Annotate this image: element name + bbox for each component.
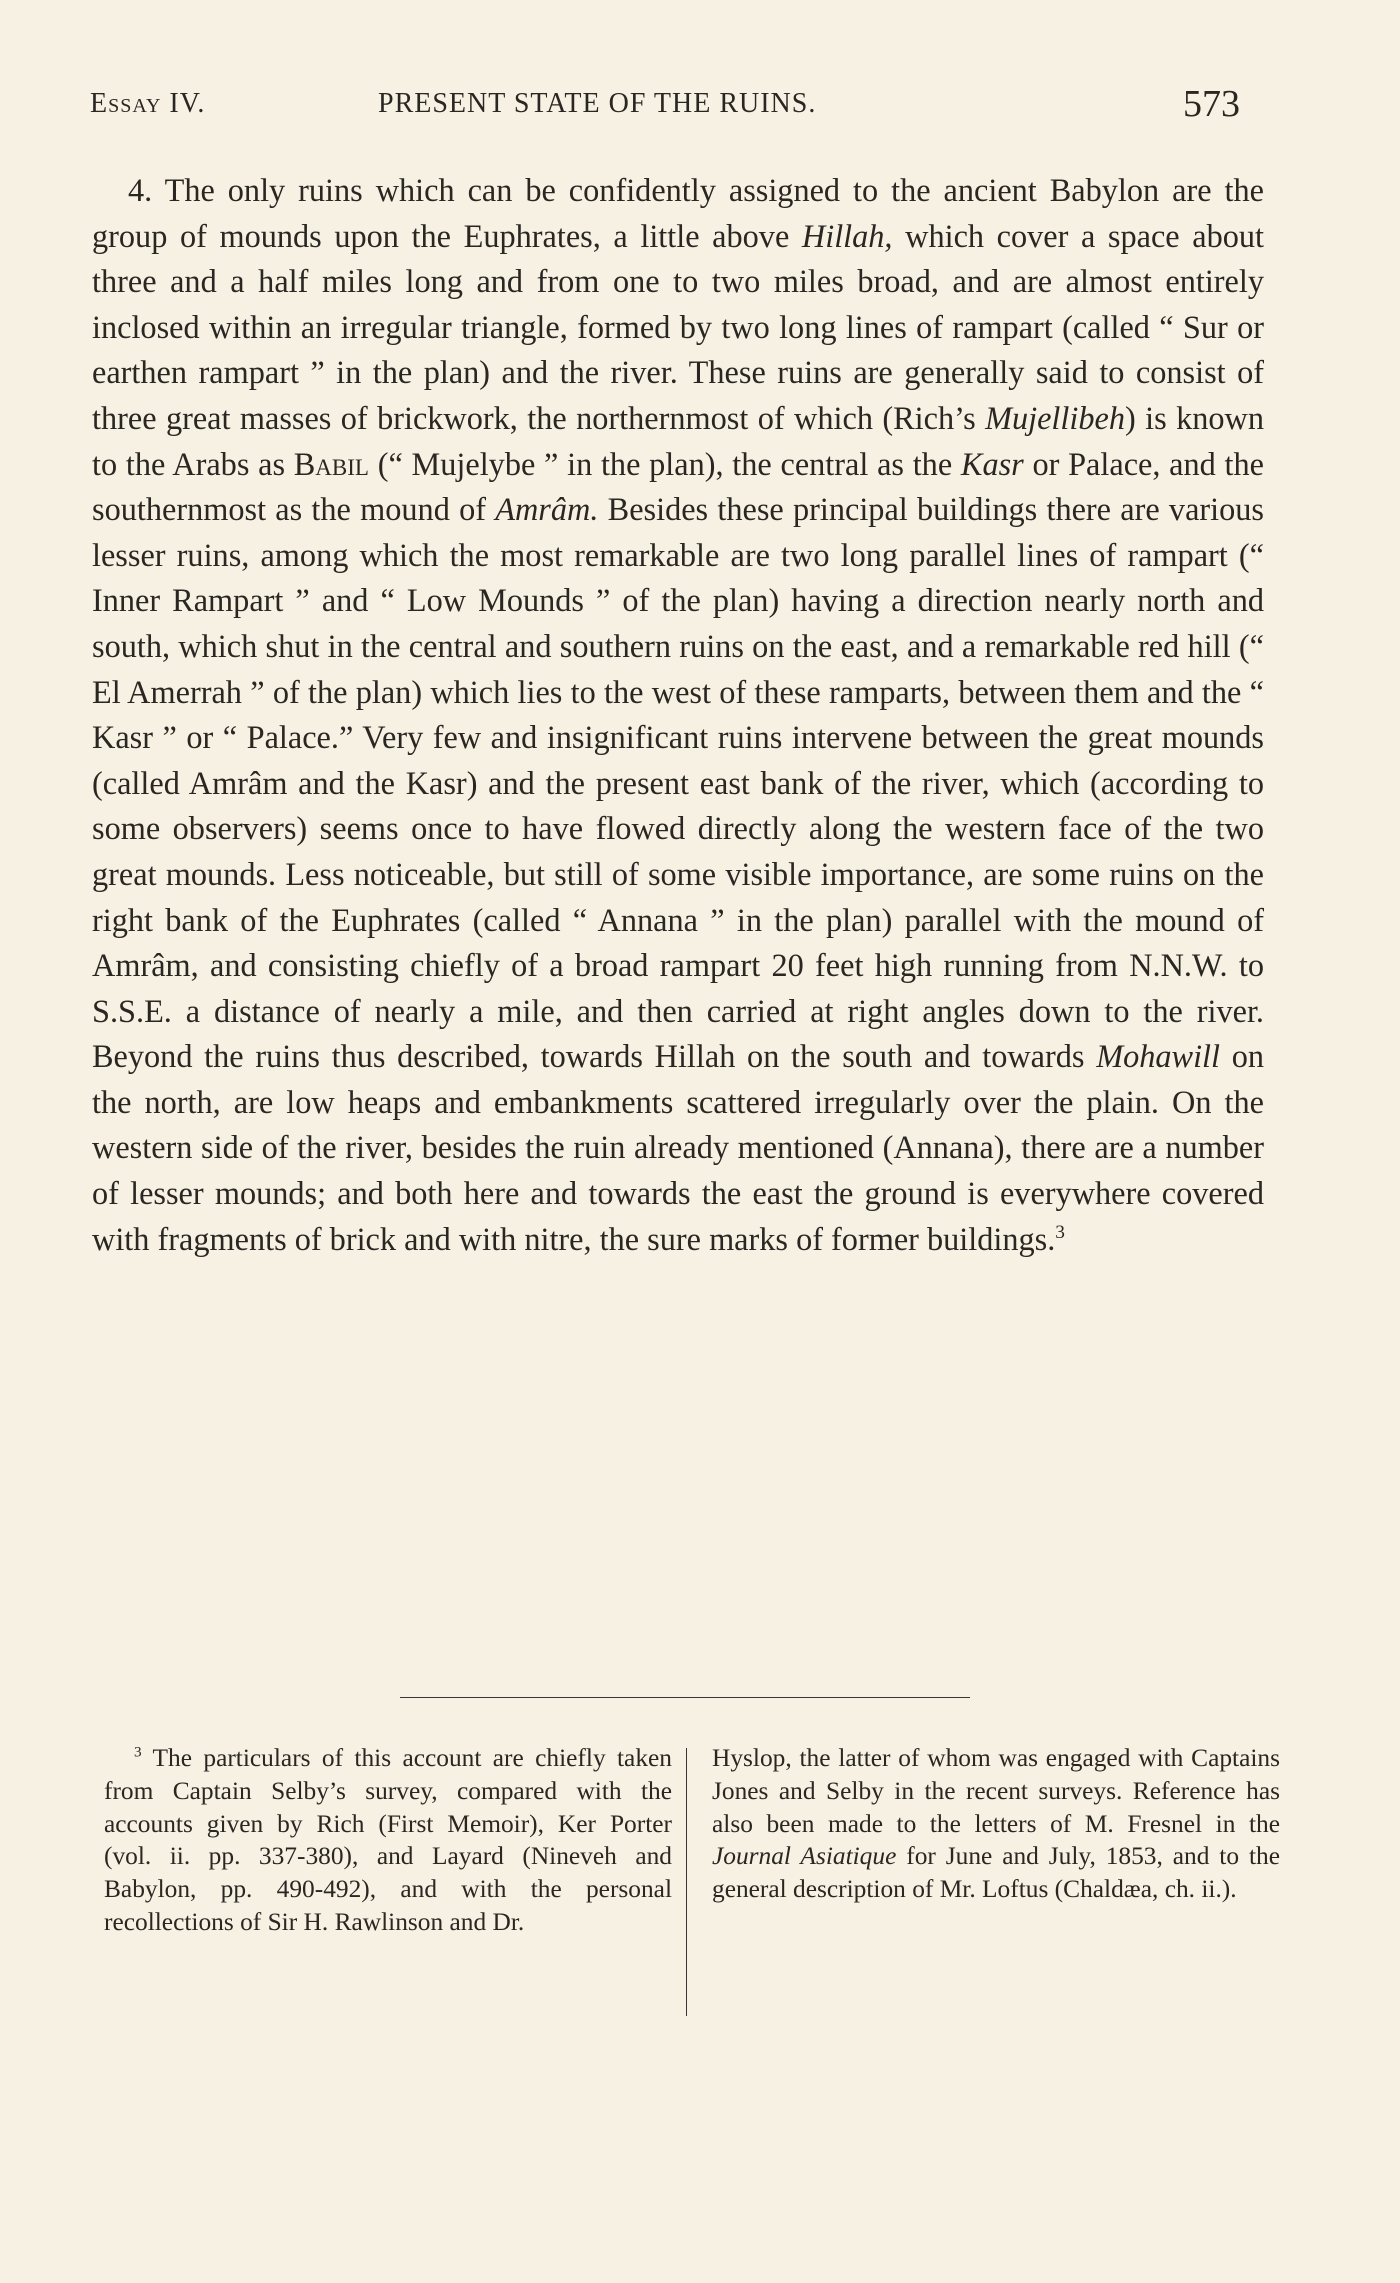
essay-label: Essay IV.	[90, 88, 206, 119]
footnote-marker: 3	[134, 1743, 142, 1761]
running-header	[90, 82, 1240, 142]
footnote-rule	[400, 1697, 970, 1698]
running-title: PRESENT STATE OF THE RUINS.	[378, 88, 817, 119]
footnote-reference: 3	[1055, 1221, 1065, 1243]
footnote-column-left: $^3$ The particulars of this account are chiefly taken from Captain Selby’s survey, compared with the accounts given by Rich (First Memoir), Ker Porter (vol. ii. pp. 337-380), and Layard (Nineveh and Babylon, pp. 490-492), and with the personal recollections of Sir H. Rawlinson and Dr.	[104, 1743, 672, 1936]
footnote-column-right: Hyslop, the latter of whom was engaged with Captains Jones and Selby in the recent surveys. Reference has also been made to the letters of M. Fresnel in the Journal Asiatique for June and July, 1853, and to the general description of Mr. Loftus (Chaldæa, ch. ii.).	[712, 1744, 1280, 1904]
footnote-column-divider	[686, 1748, 687, 2016]
main-text	[92, 168, 1264, 1262]
paragraph-4: 4. The only ruins which can be confidently assigned to the ancient Babylon are the group of mounds upon the Euphrates, a little above Hillah, which cover a space about three and a half miles long and from one to two miles broad, and are almost entirely inclosed within an irregular triangle, formed by two long lines of rampart (called “ Sur or earthen rampart ” in the plan) and the river. These ruins are generally said to consist of three great masses of brickwork, the northernmost of which (Rich’s Mujellibeh) is known to the Arabs as Babil (“ Mujelybe ” in the plan), the central as the Kasr or Palace, and the southernmost as the mound of Amrâm. Besides these principal buildings there are various lesser ruins, among which the most remarkable are two long parallel lines of rampart (“ Inner Rampart ” and “ Low Mounds ” of the plan) having a direction nearly north and south, which shut in the central and southern ruins on the east, and a remarkable red hill (“ El Amerrah ” of the plan) which lies to the west of these ramparts, between them and the “ Kasr ” or “ Palace.” Very few and insignificant ruins intervene between the great mounds (called Amrâm and the Kasr) and the present east bank of the river, which (according to some observers) seems once to have flowed directly along the western face of the two great mounds. Less noticeable, but still of some visible importance, are some ruins on the right bank of the Euphrates (called “ Annana ” in the plan) parallel with the mound of Amrâm, and consisting chiefly of a broad rampart 20 feet high running from N.N.W. to S.S.E. a distance of nearly a mile, and then carried at right angles down to the river. Beyond the ruins thus described, towards Hillah on the south and towards Mohawill on the north, are low heaps and embankments scattered irregularly over the plain. On the western side of the river, besides the ruin already mentioned (Annana), there are a number of lesser mounds; and both here and towards the east the ground is everywhere covered with fragments of brick and with nitre, the sure marks of former buildings.$^3$	[92, 172, 1265, 1257]
page-number: 573	[1183, 83, 1240, 125]
